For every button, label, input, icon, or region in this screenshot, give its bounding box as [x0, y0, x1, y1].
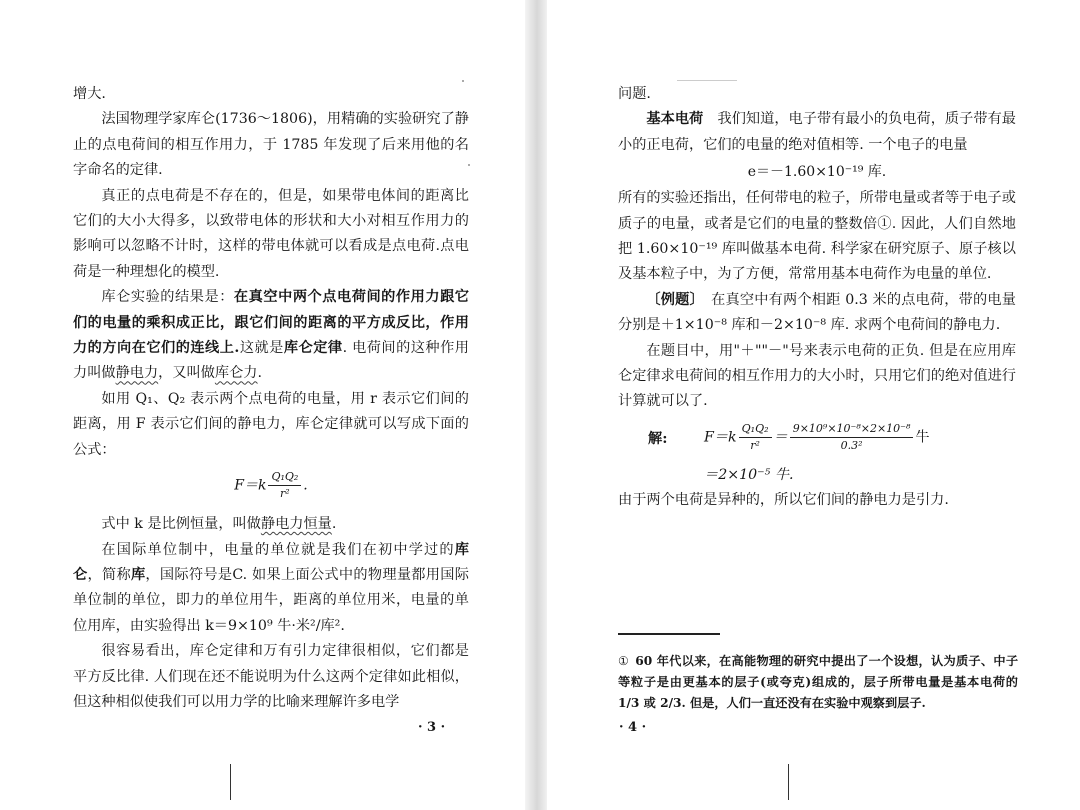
text: .: [257, 365, 263, 382]
text: 我们知道，电子带有最小的负电荷，质子带有最小的正电荷，它们的电量的绝对值相等. 一个电子的电量: [618, 111, 1016, 153]
paragraph: 在题目中，用"＋""－"号来表示电荷的正负. 但是在应用库仑定律求电荷间的相互作用力的大小时，只用它们的绝对值进行计算就可以了.: [618, 342, 1016, 410]
formula-fraction: [790, 421, 914, 454]
paragraph: [618, 107, 1016, 158]
paragraph: 如用 Q₁、Q₂ 表示两个点电荷的电量，用 r 表示它们间的距离，用 F 表示它们间的静电力，库仑定律就可以写成下面的公式：: [73, 390, 469, 458]
term-coulomb: 库仑: [73, 541, 469, 583]
equals-sign: ＝: [773, 429, 788, 446]
solution-label: 解:: [648, 430, 668, 447]
paragraph-coulomb-law: [73, 285, 469, 387]
page-number: · 3 ·: [418, 720, 446, 735]
right-page: [547, 0, 1080, 810]
text: ，国际符号是C. 如果上面公式中的物理量都用国际单位制的单位，即力的单位用牛，距离的单位用米，电量的单位用库，由实验得出 k＝9×10⁹ 牛·米²/库².: [73, 566, 469, 634]
paragraph: 真正的点电荷是不存在的，但是，如果带电体间的距离比它们的大小大得多，以致带电体的形状和大小对相互作用力的影响可以忽略不计时，这样的带电体就可以看成是点电荷.点电荷是一种理想化的模型.: [73, 187, 469, 280]
formula-end: .: [303, 477, 308, 494]
solution-formula: [704, 421, 930, 454]
scan-speck: [468, 164, 470, 166]
text: 在真空中有两个相距 0.3 米的点电荷，带的电量分别是＋1×10⁻⁸ 库和－2×10⁻⁸ 库. 求两个电荷间的静电力.: [618, 291, 1016, 334]
footnote-mark: ①: [618, 654, 630, 668]
paragraph-example: [618, 288, 1016, 339]
formula-fraction: [739, 421, 772, 454]
left-page: [0, 0, 525, 810]
book-gutter: [525, 0, 547, 810]
charge-formula: e＝－1.60×10⁻¹⁹ 库.: [747, 164, 887, 181]
fraction-numerator: 9×10⁹×10⁻⁸×2×10⁻⁸: [790, 421, 914, 438]
example-label: 〔例题〕: [646, 291, 697, 308]
text: 这就是: [239, 340, 284, 357]
text: 在国际单位制中，电量的单位就是我们在初中学过的: [101, 541, 455, 558]
solution-line: [618, 421, 1016, 453]
term-coulomb-force: 库仑力: [214, 365, 258, 382]
term-coulomb-law: 库仑定律: [283, 340, 343, 357]
scan-speck: [462, 80, 464, 82]
unit: 牛: [915, 429, 930, 446]
fraction-denominator: r²: [280, 487, 290, 501]
paragraph: 所有的实验还指出，任何带电的粒子，所带电量或者等于电子或质子的电量，或者是它们的电量的整数倍①. 因此，人们自然地把 1.60×10⁻¹⁹ 库叫做基本电荷. 科学家在研究原子、原子核以及基本粒子中，为了方便，常常用基本电荷作为电量的单位.: [618, 190, 1016, 283]
term-electrostatic-force: 静电力: [115, 365, 159, 382]
paragraph: 法国物理学家库仑(1736～1806)，用精确的实验研究了静止的点电荷间的相互作用力，于 1785 年发现了后来用他的名字命名的定律.: [73, 111, 469, 179]
paragraph: 增大.: [73, 86, 106, 102]
fraction-numerator: Q₁Q₂: [268, 469, 301, 486]
fraction-denominator: 0.3²: [840, 438, 863, 452]
footnote-text: 60 年代以来，在高能物理的研究中提出了一个设想，认为质子、中子等粒子是由更基本的层子(或夸克)组成的，层子所带电量是基本电荷的 1/3 或 2/3. 但是，人们一直还没有在实验中观察到层子.: [618, 654, 1019, 710]
scan-mark: [230, 764, 231, 800]
left-text-column: [73, 82, 469, 715]
right-text-column: [618, 82, 1016, 514]
paragraph: [73, 538, 469, 640]
text: . 电荷间的这种作用力叫做: [73, 340, 469, 382]
fraction-numerator: Q₁Q₂: [739, 421, 772, 438]
term-ku: 库: [130, 566, 146, 583]
scan-mark: [788, 764, 789, 800]
footnote-rule: [618, 633, 720, 635]
text: 式中 k 是比例恒量，叫做: [101, 516, 261, 533]
section-heading: 基本电荷: [646, 111, 704, 128]
text: ，简称: [87, 566, 131, 583]
text: ，又叫做: [158, 365, 215, 382]
paragraph: 由于两个电荷是异种的，所以它们间的静电力是引力.: [618, 492, 949, 509]
scan-speck: [677, 80, 737, 81]
formula-lhs: F＝k: [234, 477, 267, 494]
coulomb-formula: [73, 469, 469, 502]
text: 库仑实验的结果是：: [101, 289, 234, 306]
footnote: [618, 651, 1018, 714]
text: .: [331, 516, 337, 533]
paragraph: 很容易看出，库仑定律和万有引力定律很相似，它们都是平方反比律. 人们现在还不能说明为什么这两个定律如此相似，但这种相似使我们可以用力学的比喻来理解许多电学: [73, 643, 469, 710]
paragraph: 问题.: [618, 86, 651, 102]
paragraph: [73, 512, 469, 537]
formula-lhs: F＝k: [704, 429, 737, 446]
term-electrostatic-constant: 静电力恒量: [260, 516, 332, 533]
page-number: · 4 ·: [619, 720, 647, 735]
solution-result: ＝2×10⁻⁵ 牛.: [704, 466, 794, 483]
formula-fraction: [268, 469, 301, 502]
fraction-denominator: r²: [750, 438, 760, 452]
law-statement: 在真空中两个点电荷间的作用力跟它们的电量的乘积成正比，跟它们间的距离的平方成反比，作用力的方向在它们的连线上.: [73, 289, 469, 357]
